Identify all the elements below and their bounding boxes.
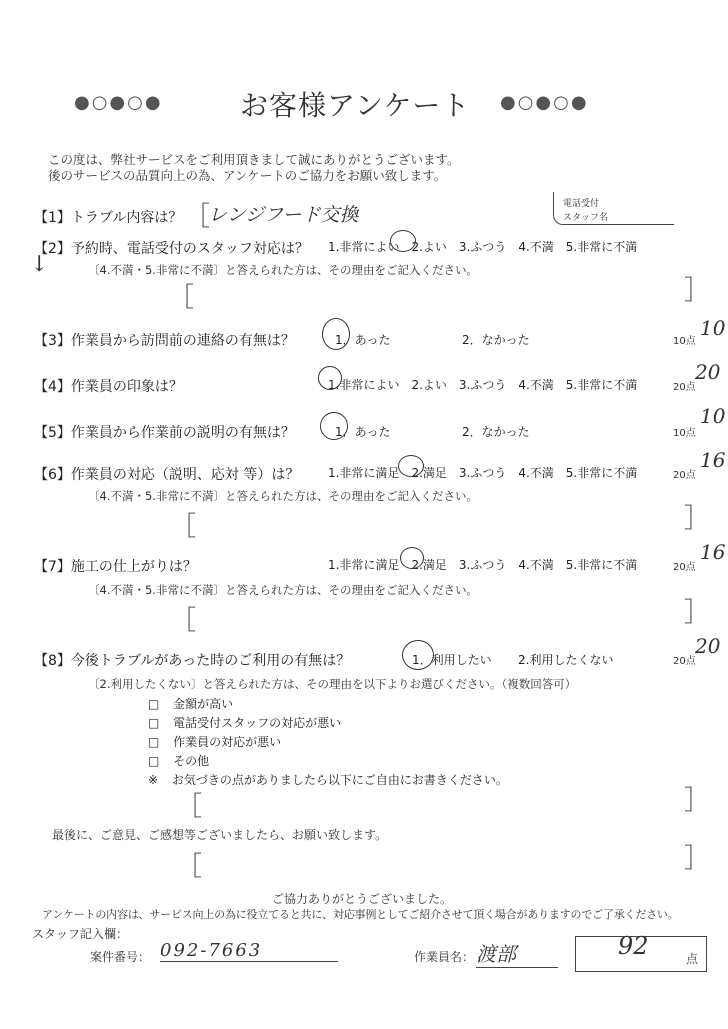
case-number-value: 092-7663	[160, 940, 338, 962]
checkbox-icon[interactable]: □	[148, 735, 160, 749]
q1-answer: レンジフード交換	[208, 204, 359, 226]
q8-option-2: 2.利用したくない	[518, 653, 614, 667]
closing-request: 最後に、ご意見、ご感想等ございましたら、お願い致します。	[52, 828, 388, 842]
q2-bracket-open: ［	[168, 283, 195, 313]
q7-options: 1.非常に満足 2.満足 3.ふつう 4.不満 5.非常に不満	[328, 558, 638, 572]
q6-label: 【6】作業員の対応（説明、応対 等）は？	[34, 467, 300, 483]
q3-answer-circle	[322, 318, 350, 350]
q7-label: 【7】施工の仕上がりは？	[34, 559, 197, 575]
checkbox-icon[interactable]: □	[148, 716, 160, 730]
q5-answer-circle	[320, 412, 348, 440]
total-score-unit: 点	[686, 952, 699, 966]
q8-choice-1[interactable]	[148, 695, 233, 712]
q3-option-1: 1．あった	[335, 333, 391, 347]
q5-label: 【5】作業員から作業前の説明の有無は？	[34, 425, 295, 441]
q8-answer-circle	[402, 640, 434, 670]
q4-options: 1.非常によい 2.よい 3.ふつう 4.不満 5.非常に不満	[328, 378, 638, 392]
q8-label: 【8】今後トラブルがあった時のご利用の有無は？	[34, 653, 351, 669]
q6-score: 16	[700, 448, 726, 472]
case-number-label: 案件番号：	[90, 950, 151, 964]
q8-choice-2[interactable]	[148, 714, 341, 731]
q7-bracket-open: ［	[170, 606, 197, 636]
header-dots-right: ●○●○●	[500, 92, 589, 113]
q3-score: 10	[700, 316, 726, 340]
q6-answer-circle	[398, 455, 424, 477]
q5-option-2: 2．なかった	[462, 425, 530, 439]
staff-section-title: スタッフ記入欄：	[32, 927, 129, 941]
q7-answer-circle	[400, 547, 424, 569]
q3-label: 【3】作業員から訪問前の連絡の有無は？	[34, 333, 295, 349]
q6-points: 20点	[673, 470, 696, 481]
total-score-value: 92	[618, 932, 649, 960]
q8-note: 〔2.利用したくない〕と答えられた方は、その理由を以下よりお選びください。（複数回答可）	[88, 677, 577, 691]
q1-label: 【1】トラブル内容は？	[34, 210, 183, 226]
closing-bracket-open: ［	[176, 852, 203, 882]
q8-bracket-open: ［	[176, 792, 203, 822]
asterisk-icon: ※	[148, 773, 159, 787]
reception-label-2: スタッフ名	[563, 213, 609, 223]
q1-bracket-open: ［	[184, 202, 211, 232]
q7-note: 〔4.不満・5.非常に不満〕と答えられた方は、その理由をご記入ください。	[88, 583, 478, 597]
checkbox-icon[interactable]: □	[148, 697, 160, 711]
q8-choice-3-label: 作業員の対応が悪い	[173, 735, 282, 749]
q3-points: 10点	[673, 336, 696, 347]
q2-label: 【2】予約時、電話受付のスタッフ対応は？	[34, 241, 309, 257]
q8-choice-4-label: その他	[173, 754, 210, 768]
q4-answer-circle	[318, 366, 342, 390]
q7-score: 16	[700, 540, 726, 564]
q8-choice-1-label: 金額が高い	[173, 697, 234, 711]
q4-score: 20	[695, 360, 721, 384]
q8-choice-4[interactable]	[148, 752, 209, 769]
q8-option-1: 1．利用したい	[412, 653, 492, 667]
q5-points: 10点	[673, 428, 696, 439]
worker-name-label: 作業員名：	[414, 950, 475, 964]
q8-choice-2-label: 電話受付スタッフの対応が悪い	[173, 716, 342, 730]
q8-choice-3[interactable]	[148, 733, 281, 750]
reception-label-1: 電話受付	[563, 199, 600, 209]
closing-bracket-close: ］	[684, 844, 711, 874]
q3-option-2: 2．なかった	[462, 333, 530, 347]
q5-score: 10	[700, 404, 726, 428]
worker-name-value: 渡部	[476, 938, 558, 968]
intro-line-2: 後のサービスの品質向上の為、アンケートのご協力をお願い致します。	[48, 168, 447, 183]
q4-label: 【4】作業員の印象は？	[34, 379, 183, 395]
q7-points: 20点	[673, 562, 696, 573]
q2-answer-circle	[390, 230, 416, 252]
q8-free-note-label: お気づきの点がありましたら以下にご自由にお書きください。	[171, 773, 508, 787]
q8-score: 20	[695, 634, 721, 658]
q8-points: 20点	[673, 656, 696, 667]
q5-option-1: 1．あった	[335, 425, 391, 439]
q2-bracket-close: ］	[684, 276, 711, 306]
intro-line-1: この度は、弊社サービスをご利用頂きまして誠にありがとうございます。	[48, 152, 460, 167]
q2-options: 1.非常によい 2.よい 3.ふつう 4.不満 5.非常に不満	[328, 240, 638, 254]
q4-points: 20点	[673, 382, 696, 393]
q6-bracket-open: ［	[170, 512, 197, 542]
q6-note: 〔4.不満・5.非常に不満〕と答えられた方は、その理由をご記入ください。	[88, 489, 478, 503]
q6-options: 1.非常に満足 2.満足 3.ふつう 4.不満 5.非常に不満	[328, 466, 638, 480]
closing-disclaimer: アンケートの内容は、サービス向上の為に役立てると共に、対応事例としてご紹介させて頂く場合がありますのでご了承ください。	[42, 908, 679, 921]
header-dots-left: ●○●○●	[74, 92, 163, 113]
checkbox-icon[interactable]: □	[148, 754, 160, 768]
page-title: お客様アンケート	[240, 89, 471, 122]
q6-bracket-close: ］	[684, 504, 711, 534]
q2-arrow-mark: ↓	[30, 252, 49, 277]
q8-bracket-close: ］	[684, 786, 711, 816]
q2-note: 〔4.不満・5.非常に不満〕と答えられた方は、その理由をご記入ください。	[88, 263, 478, 277]
q7-bracket-close: ］	[684, 598, 711, 628]
closing-thanks: ご協力ありがとうございました。	[272, 892, 453, 906]
